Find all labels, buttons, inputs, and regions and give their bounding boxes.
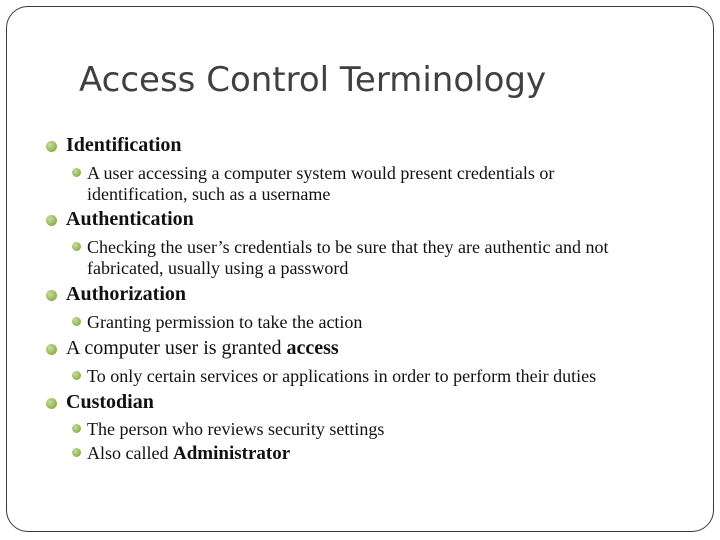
sub-bullet-dot-icon (72, 317, 81, 326)
bullet-heading-emphasis: access (286, 337, 339, 359)
sub-bullet-text: To only certain services or applications in order to perform their duties (87, 366, 597, 386)
bullet-heading: Identification (66, 134, 182, 156)
sub-bullet-dot-icon (72, 168, 81, 177)
sub-bullet-dot-icon (72, 448, 81, 457)
sub-bullet-text (87, 442, 290, 465)
bullet-dot-icon (46, 290, 57, 301)
sub-bullet-text: A user accessing a computer system would present credentials or (87, 163, 555, 183)
sub-bullet-text: Granting permission to take the action (87, 312, 363, 332)
bullet-dot-icon (46, 344, 57, 355)
sub-bullet-dot-icon (72, 424, 81, 433)
bullet-dot-icon (46, 215, 57, 226)
bullet-heading: Authentication (66, 208, 194, 230)
sub-bullet-emphasis: Administrator (172, 443, 291, 464)
bullet-heading-prefix: A computer user is granted (66, 337, 287, 359)
sub-bullet-text: identification, such as a username (87, 184, 331, 204)
slide-title: Access Control Terminology (79, 60, 547, 100)
bullet-dot-icon (46, 398, 57, 409)
bullet-heading (66, 337, 339, 360)
sub-bullet-text: The person who reviews security settings (87, 419, 385, 439)
bullet-heading: Authorization (66, 283, 186, 305)
sub-bullet-dot-icon (72, 371, 81, 380)
sub-bullet-dot-icon (72, 242, 81, 251)
sub-bullet-prefix: Also called (87, 443, 173, 463)
sub-bullet-text: fabricated, usually using a password (87, 258, 349, 278)
sub-bullet-text: Checking the user’s credentials to be sure that they are authentic and not (87, 237, 609, 257)
bullet-heading: Custodian (66, 391, 154, 413)
bullet-dot-icon (46, 141, 57, 152)
